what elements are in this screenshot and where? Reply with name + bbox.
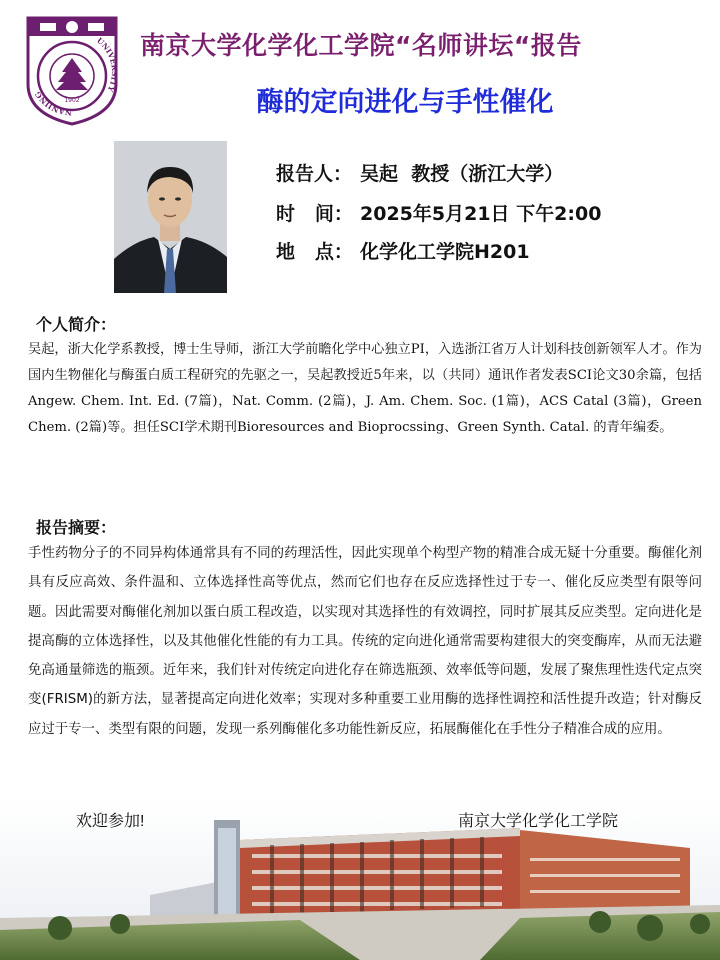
place-row bbox=[276, 237, 530, 264]
speaker-row bbox=[276, 159, 563, 186]
logo-ring-text-right: UNIVERSITY bbox=[95, 35, 120, 94]
abstract-heading: 报告摘要： bbox=[36, 518, 117, 537]
abstract-paragraph: 手性药物分子的不同异构体通常具有不同的药理活性，因此实现单个构型产物的精准合成无疑十分重要。酶催化剂具有反应高效、条件温和、立体选择性高等优点，然而它们也存在反应选择性过于专一、催化反应类型有限等问题。因此需要对酶催化剂加以蛋白质工程改造，以实现对其选择性的有效调控，同时扩展其反应类型。定向进化是提高酶的立体选择性，以及其他催化性能的有力工具。传统的定向进化通常需要构建很大的突变酶库，从而无法避免高通量筛选的瓶颈。近年来，我们针对传统定向进化存在筛选瓶颈、效率低等问题，发展了聚焦理性迭代定点突变(FRISM)的新方法，显著提高定向进化效率；实现对多种重要工业用酶的选择性调控和活性提升改造；针对酶反应过于专一、类型有限的问题，发现一系列酶催化多功能性新反应，拓展酶催化在手性分子精准合成的应用。 bbox=[28, 546, 702, 737]
talk-title: 酶的定向进化与手性催化 bbox=[256, 87, 554, 118]
organization-title: 南京大学化学化工学院“名师讲坛“报告 bbox=[140, 31, 582, 60]
university-seal-logo bbox=[24, 14, 120, 126]
bio-heading: 个人简介： bbox=[36, 315, 117, 334]
time-row bbox=[276, 199, 601, 226]
speaker-value: 吴起 教授（浙江大学） bbox=[360, 163, 564, 185]
time-value: 2025年5月21日 下午2:00 bbox=[360, 203, 602, 225]
logo-ring-text-left: NANJING bbox=[33, 89, 73, 118]
speaker-label: 报告人： bbox=[276, 163, 353, 185]
bio-paragraph: 吴起，浙大化学系教授，博士生导师，浙江大学前瞻化学中心独立PI，入选浙江省万人计划科技创新领军人才。作为国内生物催化与酶蛋白质工程研究的先驱之一，吴起教授近5年来，以（共同）通讯作者发表SCI论文30余篇，包括Angew. Chem. Int. Ed. (7篇)，Nat. Comm. (2篇)，J. Am. Chem. Soc. (1篇)，ACS Catal (3篇)，Green Chem. (2篇)等。担任SCI学术期刊Bioresources and Bioprocssing、Green Synth. Catal. 的青年编委。 bbox=[28, 342, 702, 435]
place-value: 化学化工学院H201 bbox=[360, 241, 530, 263]
place-label: 地 点： bbox=[276, 241, 353, 263]
speaker-photo bbox=[114, 141, 227, 293]
footer-organization: 南京大学化学化工学院 bbox=[458, 813, 619, 830]
welcome-text: 欢迎参加! bbox=[76, 813, 145, 830]
logo-year: 1902 bbox=[64, 97, 80, 104]
time-label: 时 间： bbox=[276, 203, 353, 225]
